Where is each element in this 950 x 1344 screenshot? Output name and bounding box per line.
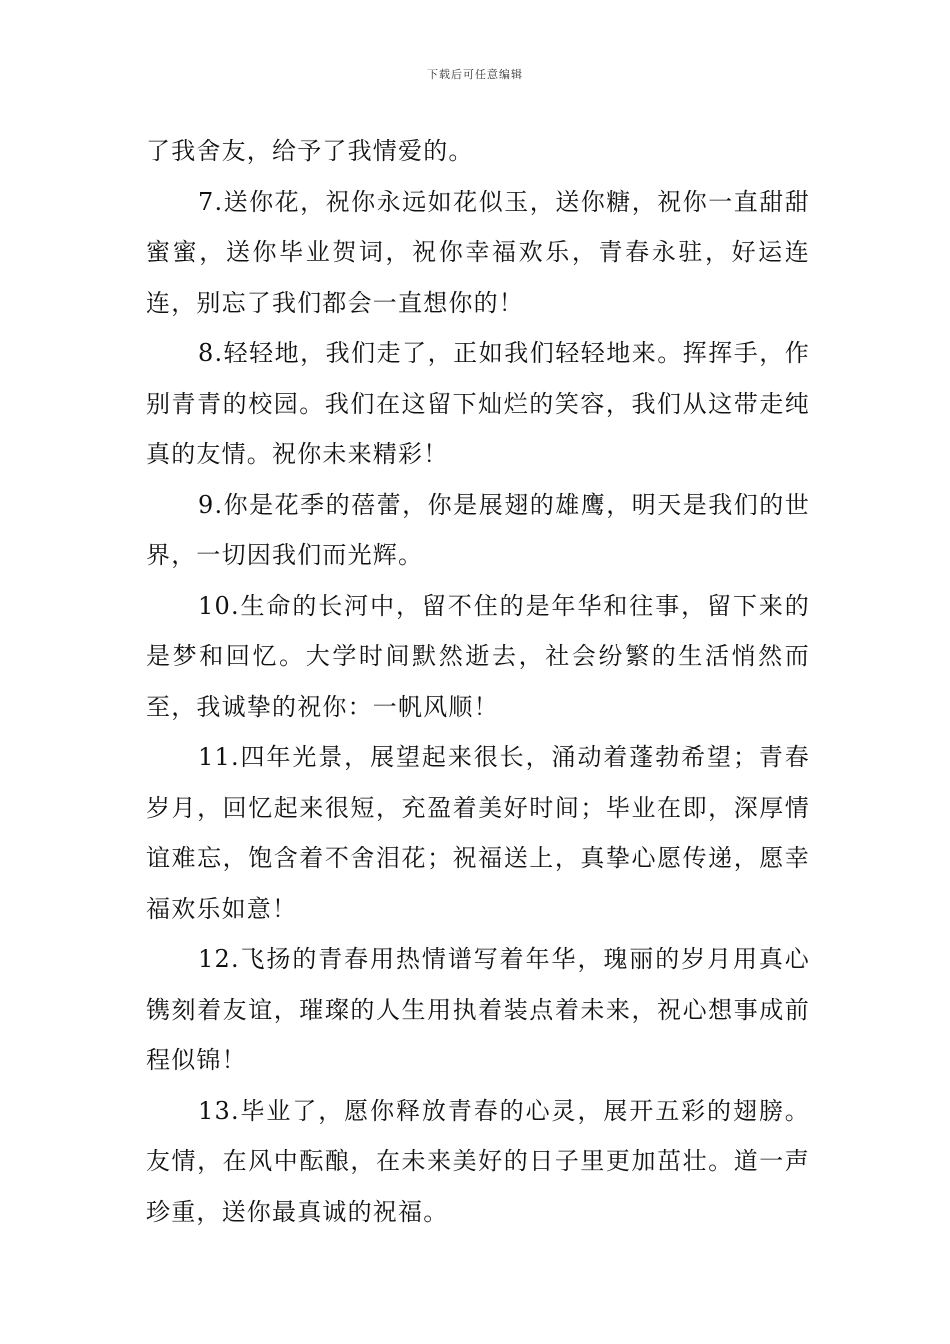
page-header: 下载后可任意编辑 xyxy=(427,68,523,81)
paragraph-item-11: 11.四年光景，展望起来很长，涌动着蓬勃希望；青春岁月，回忆起来很短，充盈着美好时间；毕业在即，深厚情谊难忘，饱含着不舍泪花；祝福送上，真挚心愿传递，愿幸福欢乐如意！ xyxy=(146,743,810,923)
paragraph-item-12: 12.飞扬的青春用热情谱写着年华，瑰丽的岁月用真心镌刻着友谊，璀璨的人生用执着装点着未来，祝心想事成前程似锦！ xyxy=(146,945,810,1074)
paragraph-continuation: 了我舍友，给予了我情爱的。 xyxy=(146,137,474,165)
paragraph-item-9: 9.你是花季的蓓蕾，你是展翅的雄鹰，明天是我们的世界，一切因我们而光辉。 xyxy=(146,490,810,569)
paragraph-item-7: 7.送你花，祝你永远如花似玉，送你糖，祝你一直甜甜蜜蜜，送你毕业贺词，祝你幸福欢乐，青春永驻，好运连连，别忘了我们都会一直想你的！ xyxy=(146,187,810,317)
document-body xyxy=(146,126,810,1237)
paragraph-item-8: 8.轻轻地，我们走了，正如我们轻轻地来。挥挥手，作别青青的校园。我们在这留下灿烂的笑容，我们从这带走纯真的友情。祝你未来精彩！ xyxy=(146,339,810,468)
paragraph-item-13: 13.毕业了，愿你释放青春的心灵，展开五彩的翅膀。友情，在风中酝酿，在未来美好的日子里更加茁壮。道一声珍重，送你最真诚的祝福。 xyxy=(146,1096,810,1226)
paragraph-item-10: 10.生命的长河中，留不住的是年华和往事，留下来的是梦和回忆。大学时间默然逝去，社会纷繁的生活悄然而至，我诚挚的祝你：一帆风顺！ xyxy=(146,591,810,721)
